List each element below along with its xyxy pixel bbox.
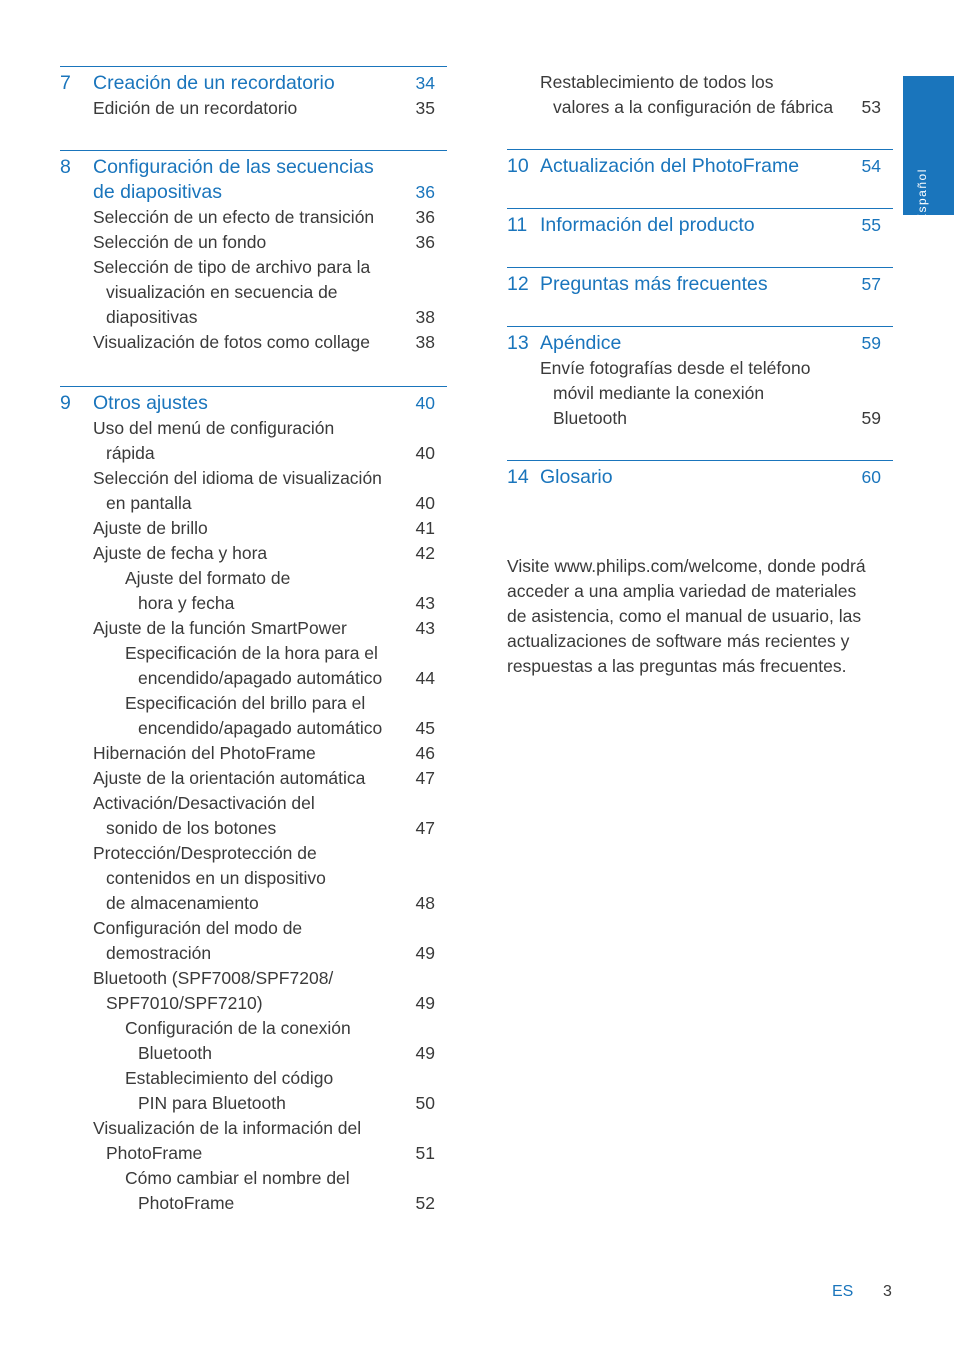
chapter-number: 7 [60,72,71,94]
chapter-number: 9 [60,392,71,414]
toc-chapter-entry[interactable] [507,465,893,490]
toc-entry[interactable] [60,841,447,866]
chapter-title: Preguntas más frecuentes [540,273,768,295]
entry-title: PIN para Bluetooth [138,1093,286,1113]
page-number: 47 [415,818,435,838]
toc-entry[interactable] [60,641,447,666]
toc-chapter-entry[interactable] [507,331,893,356]
toc-entry[interactable] [60,766,447,791]
page-number: 38 [415,332,435,352]
page-number: 46 [415,743,435,763]
page-number: 51 [415,1143,435,1163]
page-number: 36 [415,182,435,202]
page-number: 40 [415,443,435,463]
entry-title: Hibernación del PhotoFrame [93,743,316,763]
entry-title: Configuración del modo de [93,918,303,938]
toc-entry[interactable] [60,541,447,566]
entry-title: rápida [106,443,155,463]
section-divider [507,326,893,327]
entry-title: Selección de un efecto de transición [93,207,375,227]
footer-language: ES [832,1283,854,1300]
page-number: 59 [861,333,881,353]
section-divider [507,267,893,268]
entry-title: Ajuste de fecha y hora [93,543,268,563]
entry-title: Configuración de la conexión [125,1018,351,1038]
entry-title: en pantalla [106,493,192,513]
toc-entry[interactable] [60,616,447,641]
toc-chapter-entry[interactable] [60,71,447,96]
page-number: 57 [861,274,881,294]
entry-title: Visualización de fotos como collage [93,332,370,352]
entry-title: diapositivas [106,307,198,327]
entry-title: Activación/Desactivación del [93,793,315,813]
toc-entry[interactable] [60,1191,447,1216]
page-number: 49 [415,993,435,1013]
entry-title: demostración [106,943,212,963]
chapter-title: de diapositivas [93,181,222,203]
entry-title: Ajuste de brillo [93,518,208,538]
toc-entry[interactable] [60,791,447,816]
toc-entry[interactable] [60,516,447,541]
entry-title: Cómo cambiar el nombre del [125,1168,350,1188]
page-number: 35 [415,98,435,118]
entry-title: encendido/apagado automático [138,668,383,688]
toc-entry[interactable] [60,741,447,766]
section-divider [507,149,893,150]
chapter-title: Actualización del PhotoFrame [540,155,800,177]
page-number: 60 [861,467,881,487]
entry-title: Visualización de la información del [93,1118,362,1138]
entry-title: PhotoFrame [106,1143,203,1163]
page-number: 40 [415,493,435,513]
toc-entry[interactable] [507,95,893,120]
toc-entry[interactable] [60,1116,447,1141]
chapter-number: 10 [507,155,529,177]
toc-entry[interactable] [60,466,447,491]
toc-entry[interactable] [60,891,447,916]
page-number: 55 [861,215,881,235]
entry-title: Selección del idioma de visualización [93,468,382,488]
page-number: 50 [415,1093,435,1113]
entry-title: Ajuste de la orientación automática [93,768,366,788]
toc-entry[interactable] [60,205,447,230]
toc-entry[interactable] [60,591,447,616]
entry-title: contenidos en un dispositivo [106,868,326,888]
entry-title: Uso del menú de configuración [93,418,335,438]
toc-entry[interactable] [60,1166,447,1191]
toc-entry[interactable] [60,305,447,330]
page-number: 41 [415,518,435,538]
toc-entry[interactable] [60,441,447,466]
toc-entry[interactable] [60,716,447,741]
chapter-number: 12 [507,273,529,295]
note-line: de asistencia, como el manual de usuario, las [507,606,862,626]
entry-title: Establecimiento del código [125,1068,334,1088]
entry-title: de almacenamiento [106,893,259,913]
entry-title: Envíe fotografías desde el teléfono [540,358,811,378]
footer-page-number: 3 [883,1283,892,1300]
toc-chapter-entry[interactable] [507,154,893,179]
toc-chapter-entry[interactable] [60,391,447,416]
toc-entry[interactable] [60,1141,447,1166]
toc-chapter-entry[interactable] [60,180,447,205]
entry-title: Bluetooth [553,408,627,428]
toc-entry[interactable] [60,416,447,441]
chapter-number: 8 [60,156,71,178]
page-number: 38 [415,307,435,327]
entry-title: Especificación de la hora para el [125,643,378,663]
chapter-title: Otros ajustes [93,392,208,414]
note-line: actualizaciones de software más recientes y [507,631,850,651]
note-line: Visite www.philips.com/welcome, donde podrá [507,556,866,576]
entry-title: móvil mediante la conexión [553,383,765,403]
toc-entry[interactable] [60,991,447,1016]
page-number: 42 [415,543,435,563]
toc-chapter-entry[interactable] [507,213,893,238]
toc-entry[interactable] [60,330,447,355]
entry-title: Especificación del brillo para el [125,693,366,713]
entry-title: Protección/Desprotección de [93,843,317,863]
entry-title: valores a la configuración de fábrica [553,97,834,117]
toc-entry[interactable] [60,691,447,716]
toc-entry[interactable] [507,356,893,381]
toc-entry[interactable] [60,96,447,121]
page-number: 36 [415,207,435,227]
toc-entry[interactable] [60,666,447,691]
toc-chapter-entry[interactable] [60,155,447,180]
chapter-title: Información del producto [540,214,755,236]
section-divider [60,150,447,151]
entry-title: visualización en secuencia de [106,282,338,302]
page-number: 36 [415,232,435,252]
toc-entry[interactable] [60,1066,447,1091]
note-line: respuestas a las preguntas más frecuentes. [507,656,847,676]
chapter-title: Creación de un recordatorio [93,72,335,94]
language-side-tab-label: Español [915,168,929,222]
entry-title: Selección de un fondo [93,232,267,252]
page-number: 34 [415,73,435,93]
page-number: 40 [415,393,435,413]
toc-entry[interactable] [60,941,447,966]
chapter-number: 13 [507,332,529,354]
toc-entry[interactable] [60,966,447,991]
entry-title: Selección de tipo de archivo para la [93,257,371,277]
entry-title: Bluetooth (SPF7008/SPF7208/ [93,968,334,988]
toc-entry[interactable] [60,1091,447,1116]
chapter-number: 14 [507,466,529,488]
toc-entry[interactable] [60,230,447,255]
toc-chapter-entry[interactable] [507,272,893,297]
entry-title: Ajuste de la función SmartPower [93,618,347,638]
section-divider [507,208,893,209]
entry-title: Ajuste del formato de [125,568,291,588]
toc-entry[interactable] [507,70,893,95]
entry-title: Edición de un recordatorio [93,98,298,118]
page-number: 53 [861,97,881,117]
section-divider [60,66,447,67]
toc-entry[interactable] [60,816,447,841]
toc-entry[interactable] [60,866,447,891]
page-number: 45 [415,718,435,738]
entry-title: PhotoFrame [138,1193,235,1213]
page-number: 43 [415,618,435,638]
chapter-title: Configuración de las secuencias [93,156,374,178]
page-number: 47 [415,768,435,788]
page-number: 49 [415,943,435,963]
page-number: 54 [861,156,881,176]
language-side-tab [903,76,954,222]
toc-entry[interactable] [60,255,447,280]
chapter-title: Glosario [540,466,613,488]
toc-entry[interactable] [60,280,447,305]
entry-title: encendido/apagado automático [138,718,383,738]
chapter-title: Apéndice [540,332,622,354]
page-number: 59 [861,408,881,428]
note-line: acceder a una amplia variedad de materiales [507,581,857,601]
toc-entry[interactable] [60,491,447,516]
section-divider [507,460,893,461]
toc-entry[interactable] [507,381,893,406]
page-number: 49 [415,1043,435,1063]
page-number: 43 [415,593,435,613]
page-number: 52 [415,1193,435,1213]
toc-entry[interactable] [60,916,447,941]
toc-entry[interactable] [60,1016,447,1041]
page-number: 44 [415,668,435,688]
toc-entry[interactable] [507,406,893,431]
chapter-number: 11 [507,214,528,236]
philips-welcome-note [507,554,893,679]
entry-title: hora y fecha [138,593,235,613]
entry-title: sonido de los botones [106,818,277,838]
toc-entry[interactable] [60,566,447,591]
section-divider [60,386,447,387]
entry-title: Restablecimiento de todos los [540,72,774,92]
entry-title: SPF7010/SPF7210) [106,993,263,1013]
toc-entry[interactable] [60,1041,447,1066]
page-number: 48 [415,893,435,913]
entry-title: Bluetooth [138,1043,212,1063]
